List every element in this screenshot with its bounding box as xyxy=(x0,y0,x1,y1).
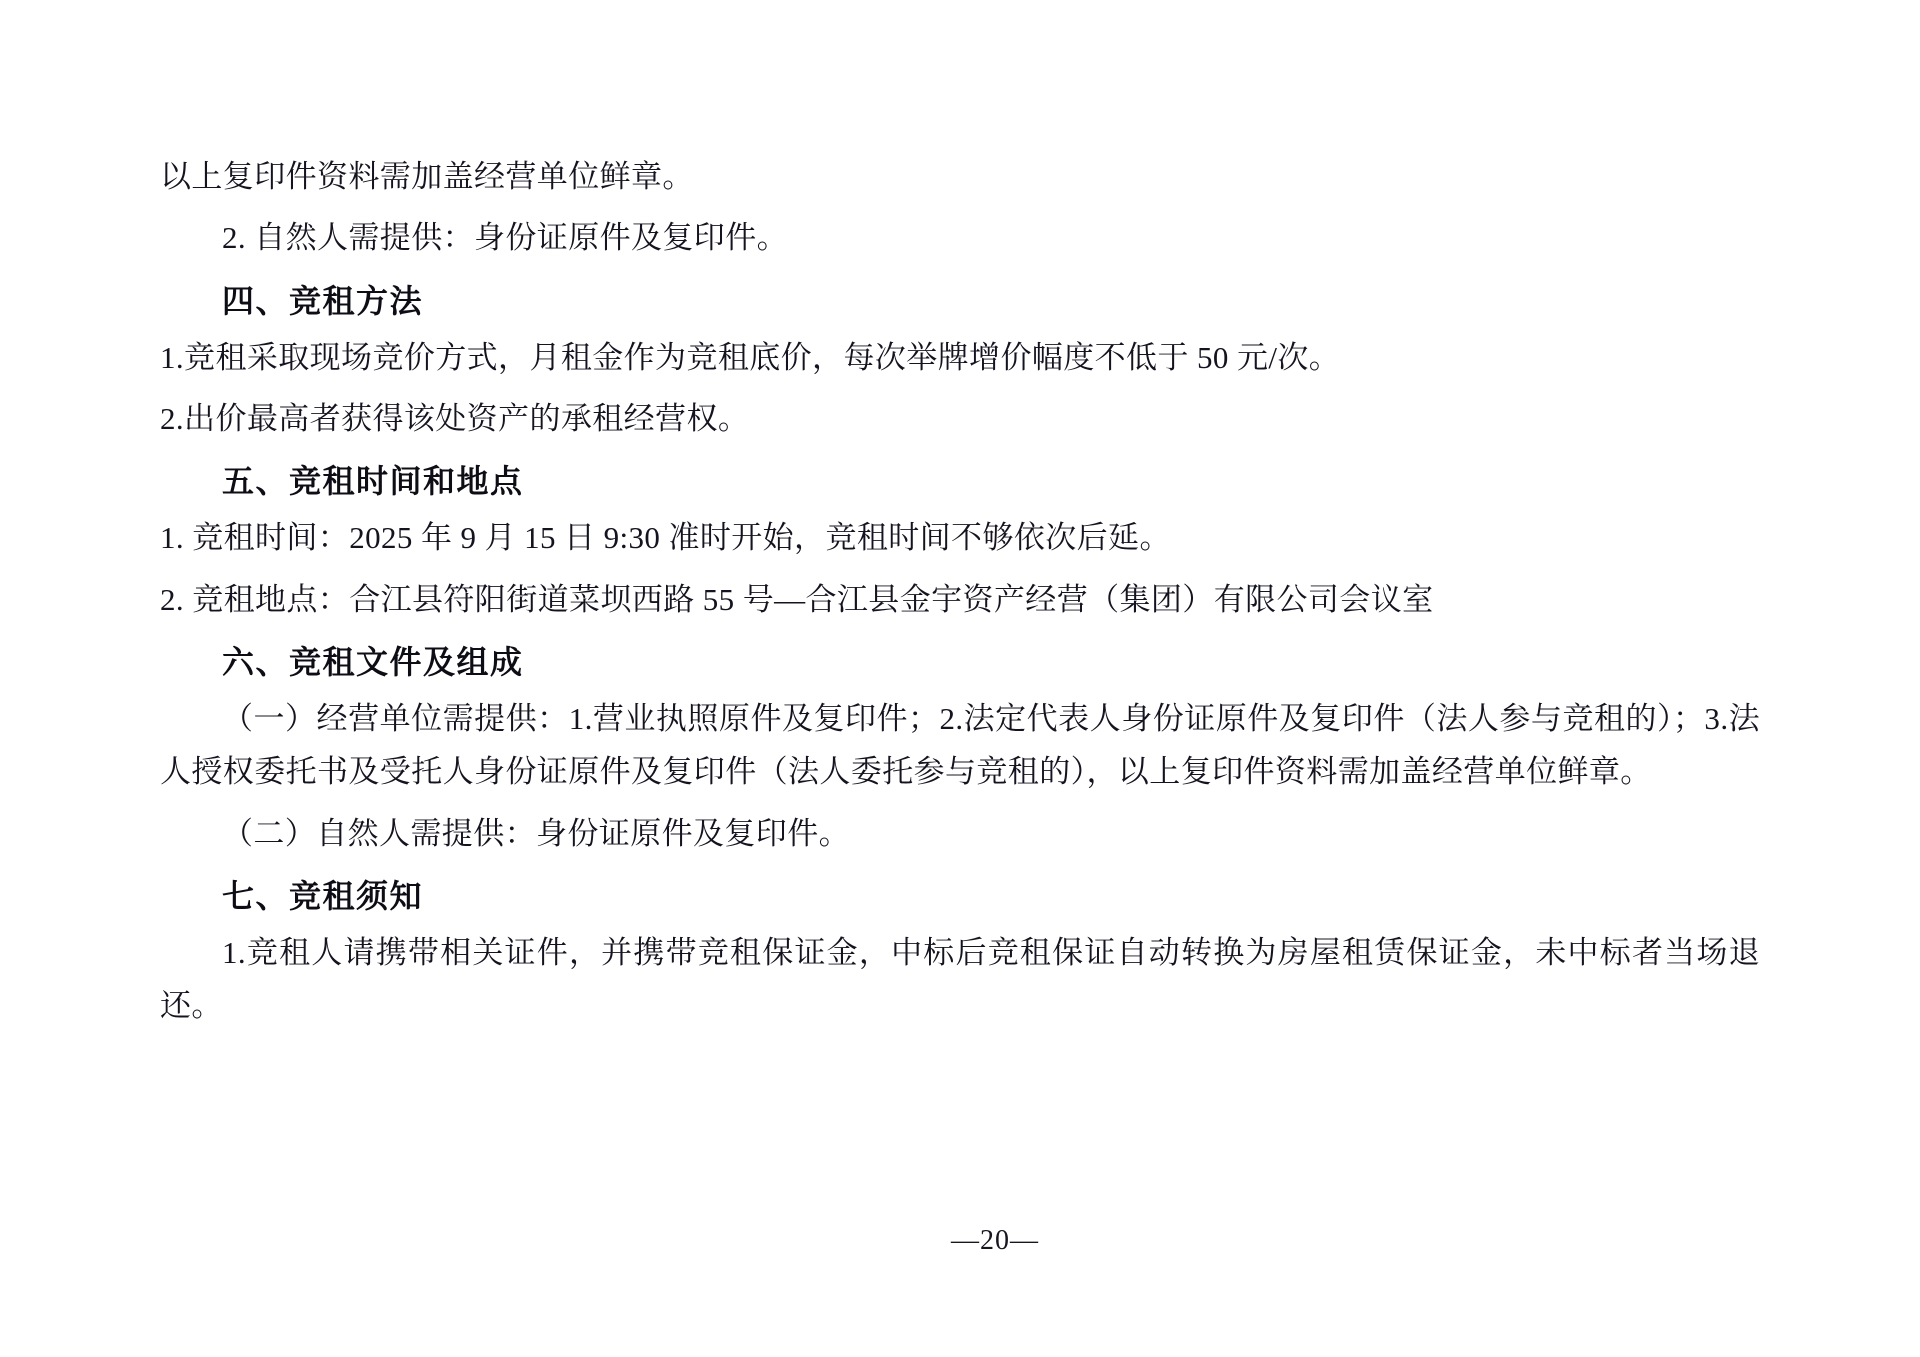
paragraph-bidding-time: 1. 竞租时间：2025 年 9 月 15 日 9:30 准时开始，竞租时间不够依次后延。 xyxy=(160,520,1171,556)
heading-time-and-place: 五、竞租时间和地点 xyxy=(222,462,524,501)
paragraph-seal-notice: 以上复印件资料需加盖经营单位鲜章。 xyxy=(160,159,694,194)
heading-documents-composition: 六、竞租文件及组成 xyxy=(222,642,524,681)
paragraph-natural-person-docs: 2. 自然人需提供：身份证原件及复印件。 xyxy=(222,220,788,256)
document-body xyxy=(160,150,1760,1040)
heading-bidding-notice: 七、竞租须知 xyxy=(222,876,424,915)
paragraph-business-unit-docs: （一）经营单位需提供：1.营业执照原件及复印件；2.法定代表人身份证原件及复印件（法人参与竞租的）；3.法人授权委托书及受托人身份证原件及复印件（法人委托参与竞租的），以上复印件资料需加盖经营单位鲜章。 xyxy=(160,700,1760,790)
page-number: —20— xyxy=(951,1225,1039,1256)
heading-bidding-method: 四、竞租方法 xyxy=(222,281,424,320)
paragraph-bidding-place: 2. 竞租地点：合江县符阳街道菜坝西路 55 号—合江县金宇资产经营（集团）有限公司会议室 xyxy=(160,581,1434,617)
paragraph-bidding-method-1: 1.竞租采取现场竞价方式，月租金作为竞租底价，每次举牌增价幅度不低于 50 元/次。 xyxy=(160,339,1341,375)
paragraph-bidding-notice-1: 1.竞租人请携带相关证件，并携带竞租保证金，中标后竞租保证自动转换为房屋租赁保证金，未中标者当场退还。 xyxy=(160,934,1760,1024)
paragraph-bidding-method-2: 2.出价最高者获得该处资产的承租经营权。 xyxy=(160,400,750,436)
paragraph-natural-person-docs-2: （二）自然人需提供：身份证原件及复印件。 xyxy=(222,815,850,851)
